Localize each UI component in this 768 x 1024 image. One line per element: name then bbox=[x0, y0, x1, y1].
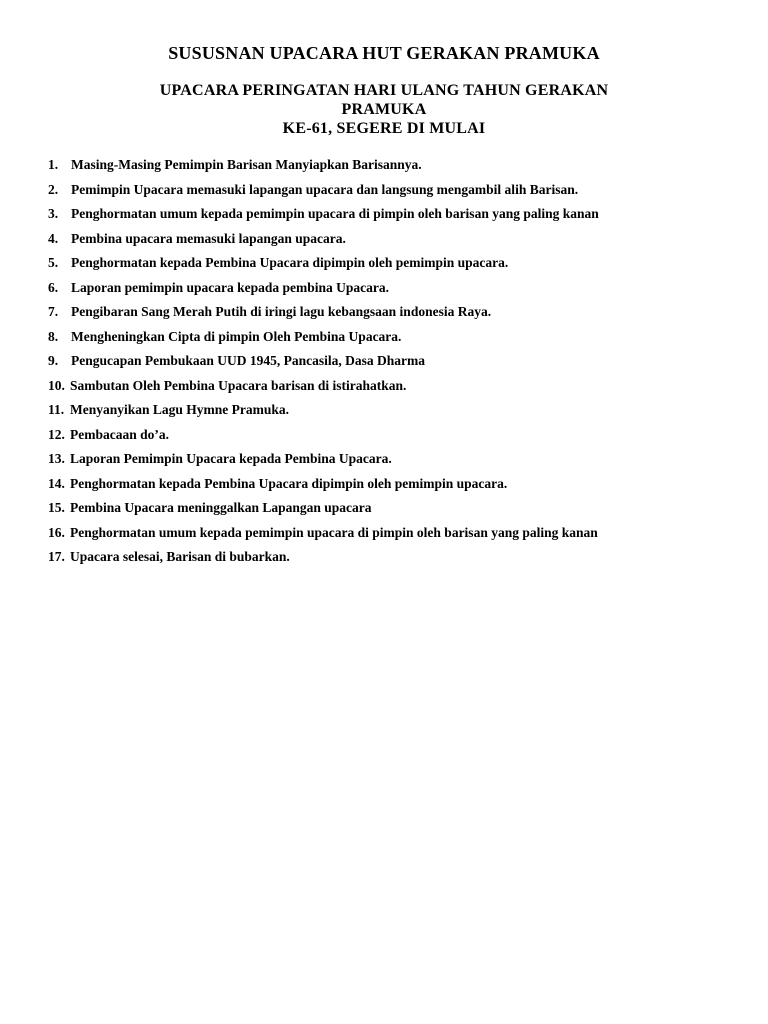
item-number: 13. bbox=[48, 451, 65, 466]
item-number: 4. bbox=[48, 230, 59, 246]
list-item bbox=[48, 496, 720, 521]
item-number: 3. bbox=[48, 206, 59, 221]
item-number: 16. bbox=[48, 524, 65, 540]
item-text: Menyanyikan Lagu Hymne Pramuka. bbox=[70, 402, 290, 417]
list-item bbox=[48, 447, 720, 472]
item-number: 1. bbox=[48, 157, 59, 172]
item-text: Penghormatan kepada Pembina Upacara dipimpin oleh pemimpin upacara. bbox=[70, 475, 508, 491]
item-text: Pemimpin Upacara memasuki lapangan upacara dan langsung mengambil alih Barisan. bbox=[71, 181, 579, 197]
item-text: Pengucapan Pembukaan UUD 1945, Pancasila, Dasa Dharma bbox=[71, 353, 426, 368]
item-number: 14. bbox=[48, 475, 65, 491]
list-item bbox=[48, 202, 720, 227]
item-text: Upacara selesai, Barisan di bubarkan. bbox=[70, 549, 290, 564]
list-item bbox=[48, 251, 720, 276]
subtitle-line-2: PRAMUKA bbox=[341, 101, 427, 118]
list-item bbox=[48, 153, 720, 178]
list-item bbox=[48, 325, 720, 350]
agenda-list bbox=[48, 153, 720, 570]
item-number: 6. bbox=[48, 279, 59, 295]
list-item bbox=[48, 545, 720, 570]
item-number: 8. bbox=[48, 328, 59, 344]
item-text: Pembina Upacara meninggalkan Lapangan upacara bbox=[70, 500, 372, 515]
list-item bbox=[48, 276, 720, 301]
item-number: 12. bbox=[48, 426, 65, 442]
list-item bbox=[48, 521, 720, 546]
subtitle-line-1: UPACARA PERINGATAN HARI ULANG TAHUN GERAKAN bbox=[159, 82, 609, 99]
item-text: Pembacaan do’a. bbox=[70, 426, 169, 442]
item-text: Sambutan Oleh Pembina Upacara barisan di istirahatkan. bbox=[70, 377, 407, 393]
item-text: Mengheningkan Cipta di pimpin Oleh Pembina Upacara. bbox=[71, 328, 402, 344]
list-item bbox=[48, 300, 720, 325]
item-text: Pengibaran Sang Merah Putih di iringi lagu kebangsaan indonesia Raya. bbox=[71, 304, 492, 319]
list-item bbox=[48, 472, 720, 497]
list-item bbox=[48, 423, 720, 448]
item-number: 9. bbox=[48, 353, 59, 368]
item-text: Penghormatan kepada Pembina Upacara dipimpin oleh pemimpin upacara. bbox=[71, 255, 509, 270]
item-number: 15. bbox=[48, 500, 65, 515]
document-subtitle bbox=[84, 81, 684, 138]
item-number: 5. bbox=[48, 255, 59, 270]
item-text: Laporan Pemimpin Upacara kepada Pembina Upacara. bbox=[70, 451, 392, 466]
list-item bbox=[48, 349, 720, 374]
list-item bbox=[48, 398, 720, 423]
item-number: 17. bbox=[48, 549, 65, 564]
item-number: 10. bbox=[48, 377, 65, 393]
item-number: 2. bbox=[48, 181, 59, 197]
list-item bbox=[48, 178, 720, 203]
item-text: Masing-Masing Pemimpin Barisan Manyiapkan Barisannya. bbox=[71, 157, 422, 172]
list-item bbox=[48, 227, 720, 252]
item-number: 7. bbox=[48, 304, 59, 319]
item-text: Penghormatan umum kepada pemimpin upacara di pimpin oleh barisan yang paling kanan bbox=[70, 524, 598, 540]
item-text: Penghormatan umum kepada pemimpin upacara di pimpin oleh barisan yang paling kanan bbox=[71, 206, 599, 221]
item-text: Laporan pemimpin upacara kepada pembina Upacara. bbox=[71, 279, 390, 295]
subtitle-line-3: KE-61, SEGERE DI MULAI bbox=[282, 120, 486, 137]
item-text: Pembina upacara memasuki lapangan upacara. bbox=[71, 230, 346, 246]
list-item bbox=[48, 374, 720, 399]
item-number: 11. bbox=[48, 402, 65, 417]
document-title: SUSUSNAN UPACARA HUT GERAKAN PRAMUKA bbox=[168, 43, 600, 63]
